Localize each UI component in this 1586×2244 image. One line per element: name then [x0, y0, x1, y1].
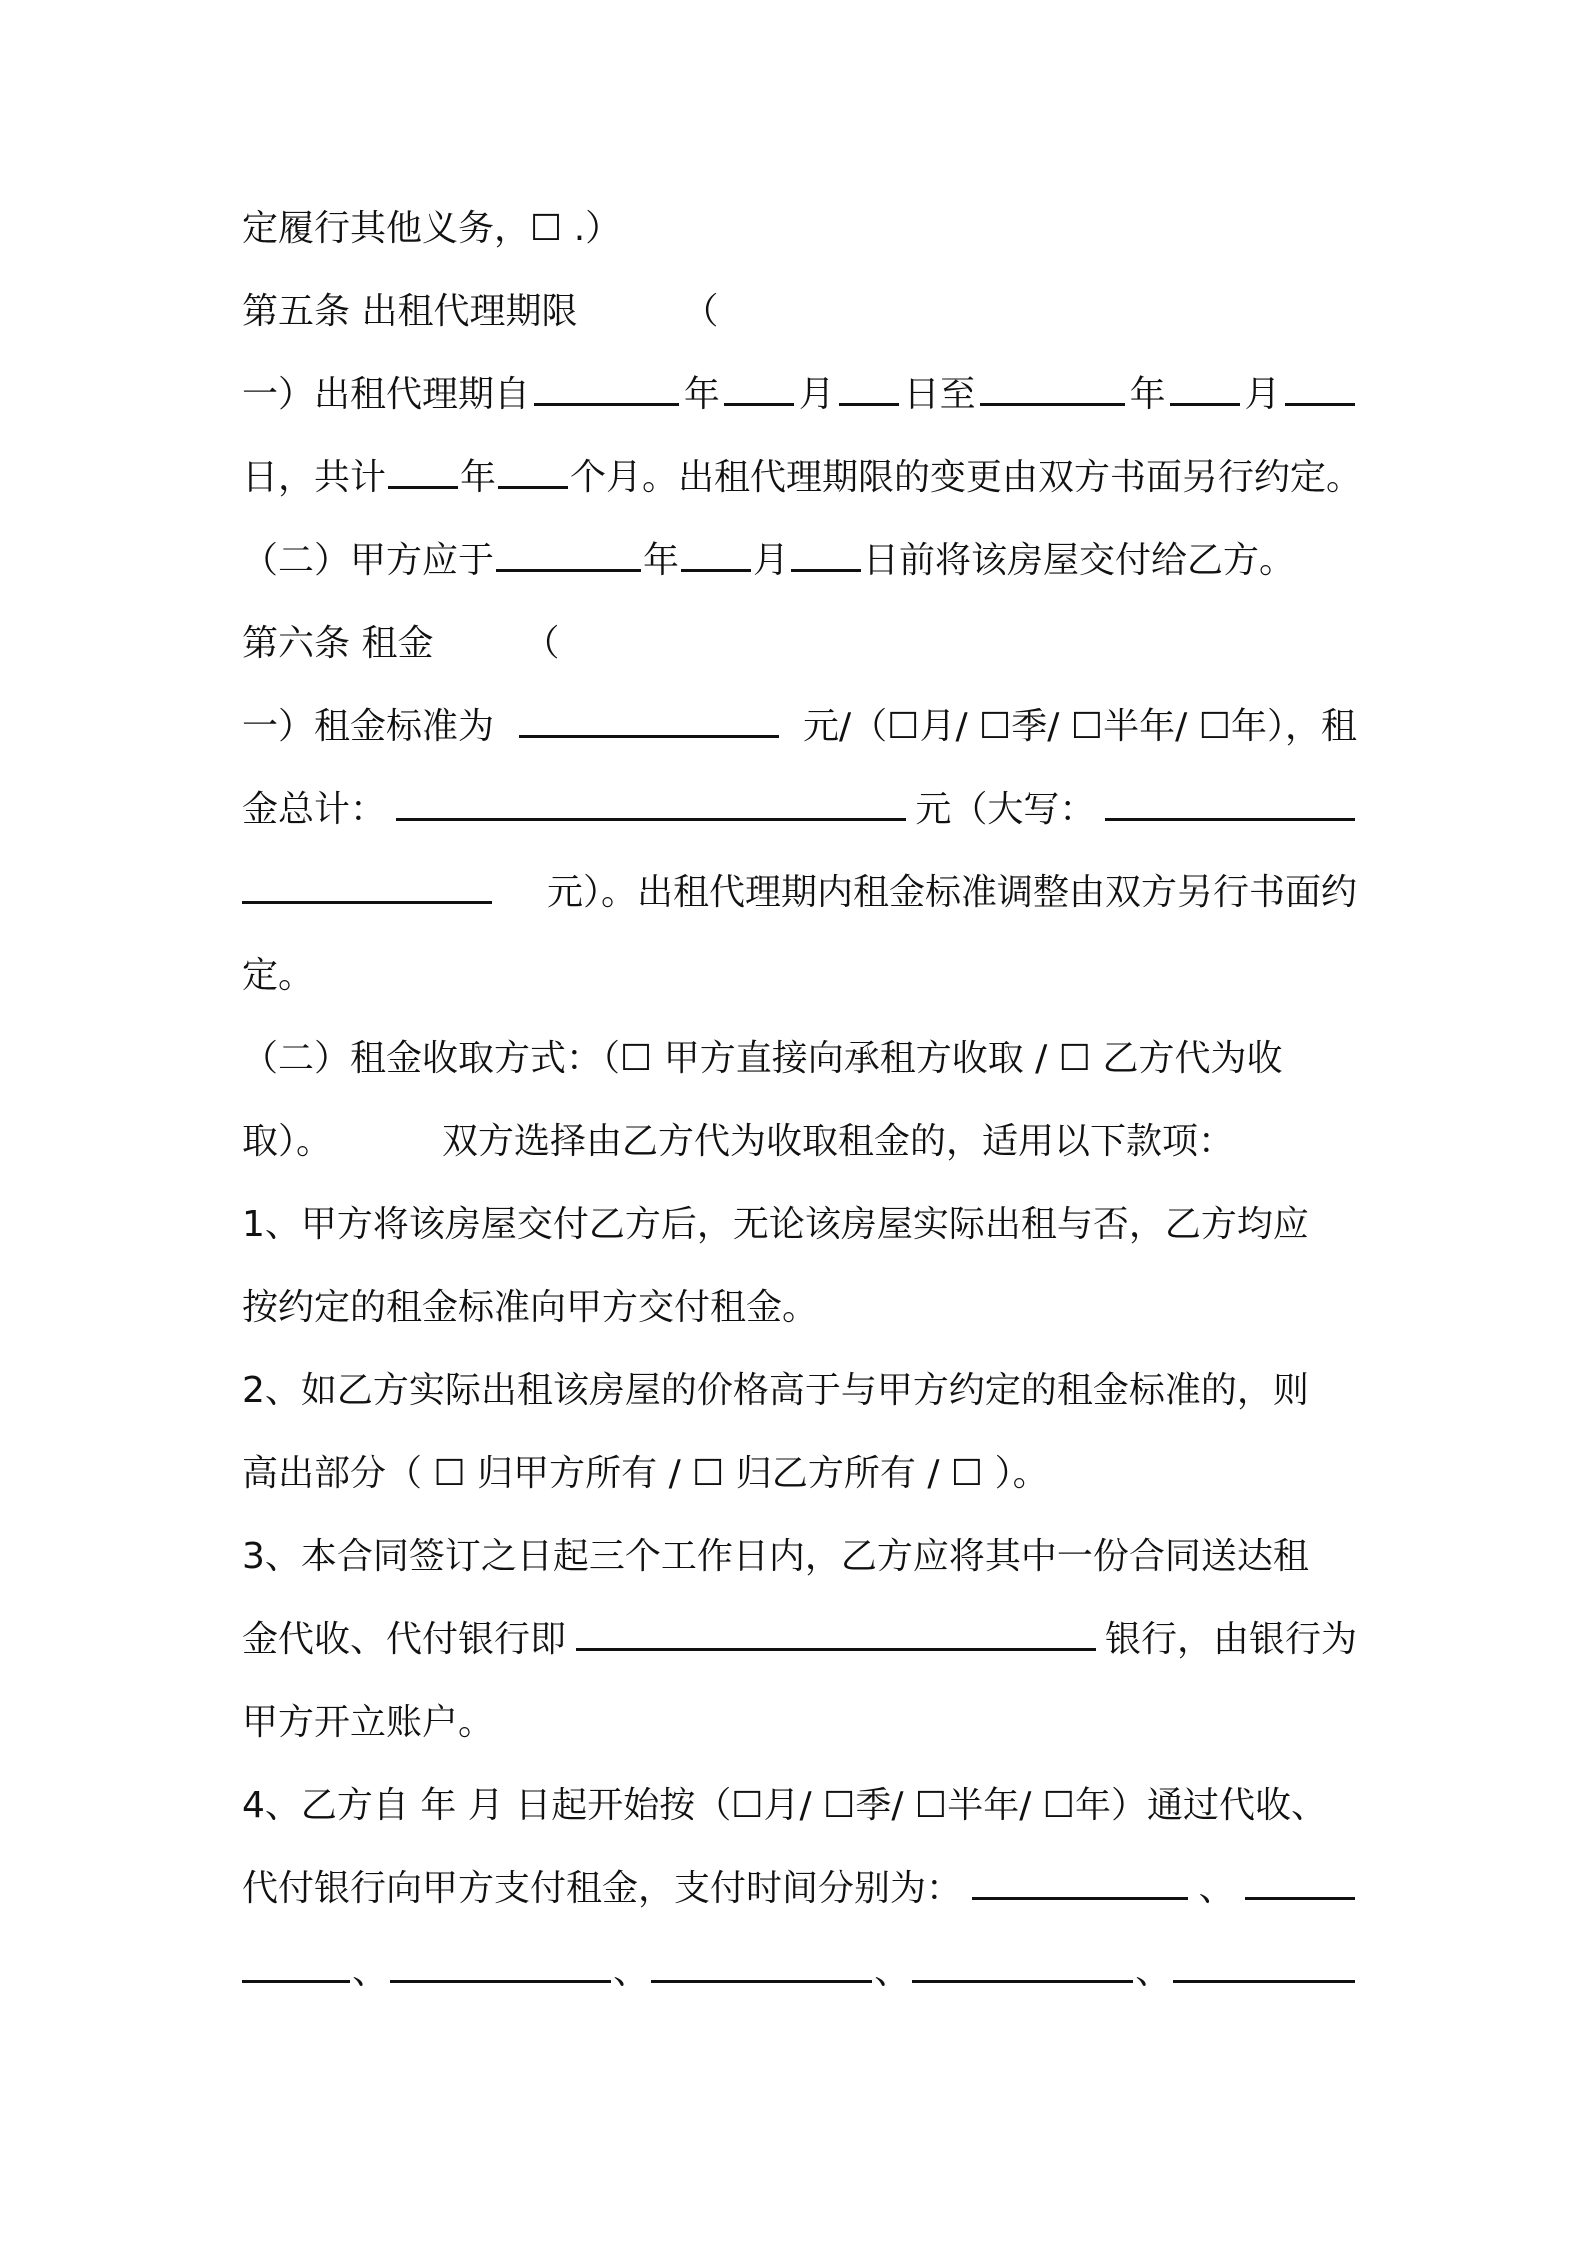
rent-adjust-line [242, 860, 1357, 943]
separator: 、 [1135, 1951, 1172, 1992]
line-text: 年 [1129, 374, 1166, 415]
line-text: 1、甲方将该房屋交付乙方后，无论该房屋实际出租与否，乙方均应 [242, 1204, 1309, 1245]
heading-paren: （ [523, 623, 560, 664]
line-text: 元/（☐月/ ☐季/ ☐半年/ ☐年），租 [803, 706, 1357, 747]
line-text: 双方选择由乙方代为收取租金的，适用以下款项： [442, 1121, 1235, 1162]
line-text: 年 [643, 540, 680, 581]
clause-1-line-a [242, 1192, 1357, 1275]
line-text: 年 [683, 374, 720, 415]
line-text: 银行，由银行为 [1104, 1619, 1357, 1660]
payment-date-6-blank[interactable] [1173, 1942, 1355, 1983]
start-day-blank[interactable] [839, 365, 899, 406]
separator: 、 [874, 1951, 911, 1992]
clause-3-line-b [242, 1607, 1357, 1690]
total-months-blank[interactable] [498, 448, 568, 489]
line-text: 月 [753, 540, 790, 581]
agency-period-line [242, 362, 1357, 445]
line-text: 高出部分（ ☐ 归甲方所有 / ☐ 归乙方所有 / ☐ ）。 [242, 1453, 1049, 1494]
line-text: 、 [1198, 1868, 1235, 1909]
heading-text: 第六条 租金 [242, 623, 434, 664]
line-text: 甲方开立账户。 [242, 1702, 495, 1743]
clause-3-line-a [242, 1524, 1357, 1607]
line-text: （二）租金收取方式：（☐ 甲方直接向承租方收取 / ☐ 乙方代为收 [242, 1038, 1283, 1079]
line-text: 取）。 [242, 1121, 333, 1162]
line-text: 3、本合同签订之日起三个工作日内，乙方应将其中一份合同送达租 [242, 1536, 1309, 1577]
delivery-date-line [242, 528, 1357, 611]
line-text: 代付银行向甲方支付租金，支付时间分别为： [242, 1868, 963, 1909]
bank-name-blank[interactable] [576, 1610, 1096, 1651]
clause-3-line-c [242, 1690, 1357, 1773]
payment-date-4-blank[interactable] [651, 1942, 872, 1983]
line-text: 元（大写： [915, 789, 1096, 830]
line-text: 定。 [242, 955, 315, 996]
total-years-blank[interactable] [388, 448, 458, 489]
clause-2-line-b [242, 1441, 1357, 1524]
clause-4-line-a [242, 1773, 1357, 1856]
payment-date-3-blank[interactable] [390, 1942, 611, 1983]
line-text: 金总计： [242, 789, 387, 830]
rent-collection-method-line [242, 1026, 1357, 1109]
line-text: 元）。出租代理期内租金标准调整由双方另行书面约 [546, 872, 1357, 913]
heading-paren: （ [682, 291, 719, 332]
line-text: 4、乙方自 年 月 日起开始按（☐月/ ☐季/ ☐半年/ ☐年）通过代收、 [242, 1785, 1328, 1826]
rent-total-uppercase-blank-cont[interactable] [242, 863, 492, 904]
end-month-blank[interactable] [1170, 365, 1240, 406]
start-year-blank[interactable] [534, 365, 679, 406]
total-duration-line [242, 445, 1363, 528]
line-text: 一）出租代理期自 [242, 374, 531, 415]
clause-4-line-c [242, 1939, 1357, 2022]
rent-total-line [242, 777, 1357, 860]
payment-date-2-blank[interactable] [1245, 1859, 1355, 1900]
rent-total-uppercase-blank[interactable] [1105, 780, 1355, 821]
heading-text: 第五条 出租代理期限 [242, 291, 578, 332]
line-text: 日至 [903, 374, 976, 415]
line-text: 日前将该房屋交付给乙方。 [863, 540, 1296, 581]
end-year-blank[interactable] [980, 365, 1125, 406]
start-month-blank[interactable] [724, 365, 794, 406]
line-text: 个月。出租代理期限的变更由双方书面另行约定。 [570, 457, 1363, 498]
document-page [242, 196, 1363, 2022]
line-text: 一）租金标准为 [242, 706, 495, 747]
end-day-blank[interactable] [1285, 365, 1355, 406]
rent-standard-blank[interactable] [519, 697, 779, 738]
delivery-year-blank[interactable] [496, 531, 641, 572]
line-text: 月 [798, 374, 835, 415]
delivery-day-blank[interactable] [791, 531, 861, 572]
separator: 、 [352, 1951, 389, 1992]
rent-total-blank[interactable] [396, 780, 906, 821]
line-text: 年 [460, 457, 497, 498]
delivery-month-blank[interactable] [681, 531, 751, 572]
line-text: （二）甲方应于 [242, 540, 495, 581]
line-text: 金代收、代付银行即 [242, 1619, 567, 1660]
line-text: 定履行其他义务，☐ .） [242, 208, 622, 249]
clause-2-line-a [242, 1358, 1357, 1441]
rent-standard-line [242, 694, 1357, 777]
payment-date-2-blank-cont[interactable] [242, 1942, 350, 1983]
article-6-heading [242, 611, 1357, 694]
line-text: 2、如乙方实际出租该房屋的价格高于与甲方约定的租金标准的，则 [242, 1370, 1309, 1411]
line-text: 按约定的租金标准向甲方交付租金。 [242, 1287, 819, 1328]
clause-1-line-b [242, 1275, 1357, 1358]
text-line-10 [242, 943, 1357, 1026]
clause-4-line-b [242, 1856, 1357, 1939]
article-5-heading [242, 279, 1357, 362]
payment-date-5-blank[interactable] [912, 1942, 1133, 1983]
payment-date-1-blank[interactable] [972, 1859, 1188, 1900]
text-line-1 [242, 196, 1357, 279]
line-text: 月 [1244, 374, 1281, 415]
separator: 、 [613, 1951, 650, 1992]
line-text: 日，共计 [242, 457, 387, 498]
collection-choice-line [242, 1109, 1357, 1192]
